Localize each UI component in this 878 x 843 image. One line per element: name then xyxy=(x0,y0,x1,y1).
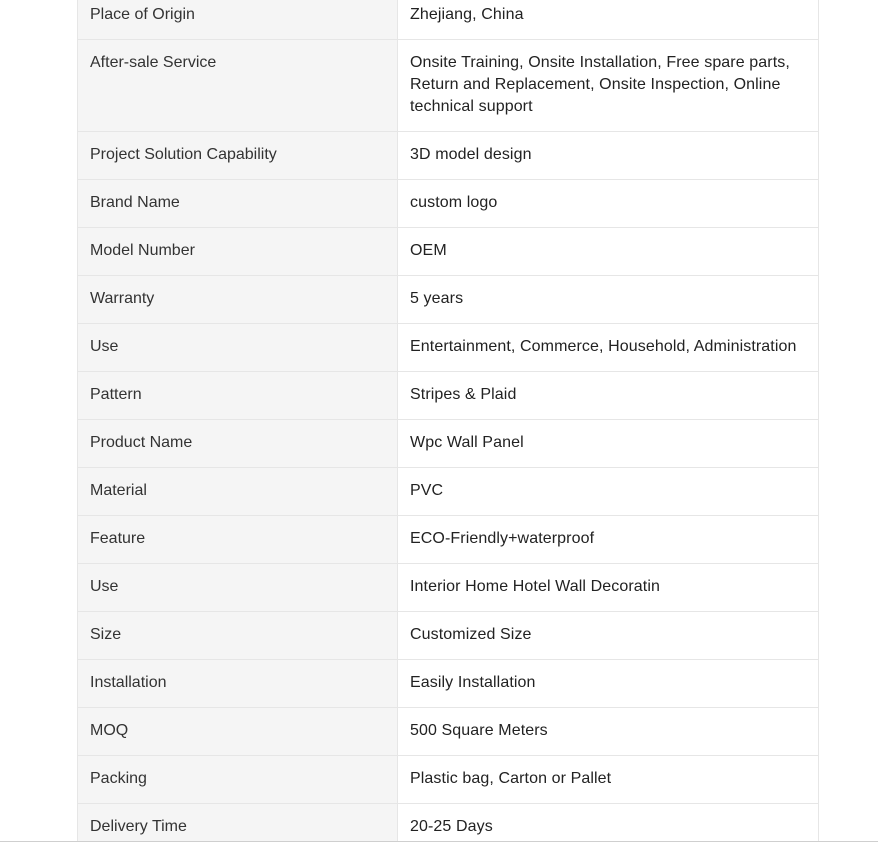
spec-value: OEM xyxy=(398,228,819,276)
spec-row xyxy=(78,372,819,420)
spec-key: Model Number xyxy=(78,228,398,276)
spec-value: PVC xyxy=(398,468,819,516)
spec-row xyxy=(78,468,819,516)
spec-key: After-sale Service xyxy=(78,40,398,132)
spec-key: Project Solution Capability xyxy=(78,132,398,180)
spec-value: Plastic bag, Carton or Pallet xyxy=(398,756,819,804)
spec-key: Brand Name xyxy=(78,180,398,228)
spec-key: Use xyxy=(78,564,398,612)
spec-key: Installation xyxy=(78,660,398,708)
spec-key: Product Name xyxy=(78,420,398,468)
spec-key: Material xyxy=(78,468,398,516)
spec-key: Feature xyxy=(78,516,398,564)
spec-value: ECO-Friendly+waterproof xyxy=(398,516,819,564)
spec-key: MOQ xyxy=(78,708,398,756)
spec-row xyxy=(78,420,819,468)
spec-row xyxy=(78,660,819,708)
spec-row xyxy=(78,708,819,756)
spec-value: Entertainment, Commerce, Household, Administration xyxy=(398,324,819,372)
spec-value: Customized Size xyxy=(398,612,819,660)
spec-row xyxy=(78,180,819,228)
spec-value: Interior Home Hotel Wall Decoratin xyxy=(398,564,819,612)
spec-value: 500 Square Meters xyxy=(398,708,819,756)
spec-value: Zhejiang, China xyxy=(398,0,819,40)
spec-row xyxy=(78,0,819,40)
spec-value: Easily Installation xyxy=(398,660,819,708)
spec-key: Place of Origin xyxy=(78,0,398,40)
spec-value: 5 years xyxy=(398,276,819,324)
spec-key: Use xyxy=(78,324,398,372)
spec-row xyxy=(78,132,819,180)
spec-value: 20-25 Days xyxy=(398,804,819,843)
spec-row xyxy=(78,324,819,372)
spec-row xyxy=(78,564,819,612)
spec-value: Wpc Wall Panel xyxy=(398,420,819,468)
spec-row xyxy=(78,756,819,804)
spec-value: 3D model design xyxy=(398,132,819,180)
spec-row xyxy=(78,228,819,276)
spec-key: Size xyxy=(78,612,398,660)
spec-row xyxy=(78,516,819,564)
spec-key: Pattern xyxy=(78,372,398,420)
spec-value: Stripes & Plaid xyxy=(398,372,819,420)
spec-row xyxy=(78,276,819,324)
spec-value: Onsite Training, Onsite Installation, Free spare parts, Return and Replacement, Onsite Inspection, Online technical support xyxy=(398,40,819,132)
spec-key: Packing xyxy=(78,756,398,804)
spec-key: Warranty xyxy=(78,276,398,324)
spec-value: custom logo xyxy=(398,180,819,228)
spec-row xyxy=(78,804,819,843)
spec-row xyxy=(78,40,819,132)
product-spec-table xyxy=(77,0,819,843)
spec-row xyxy=(78,612,819,660)
spec-key: Delivery Time xyxy=(78,804,398,843)
